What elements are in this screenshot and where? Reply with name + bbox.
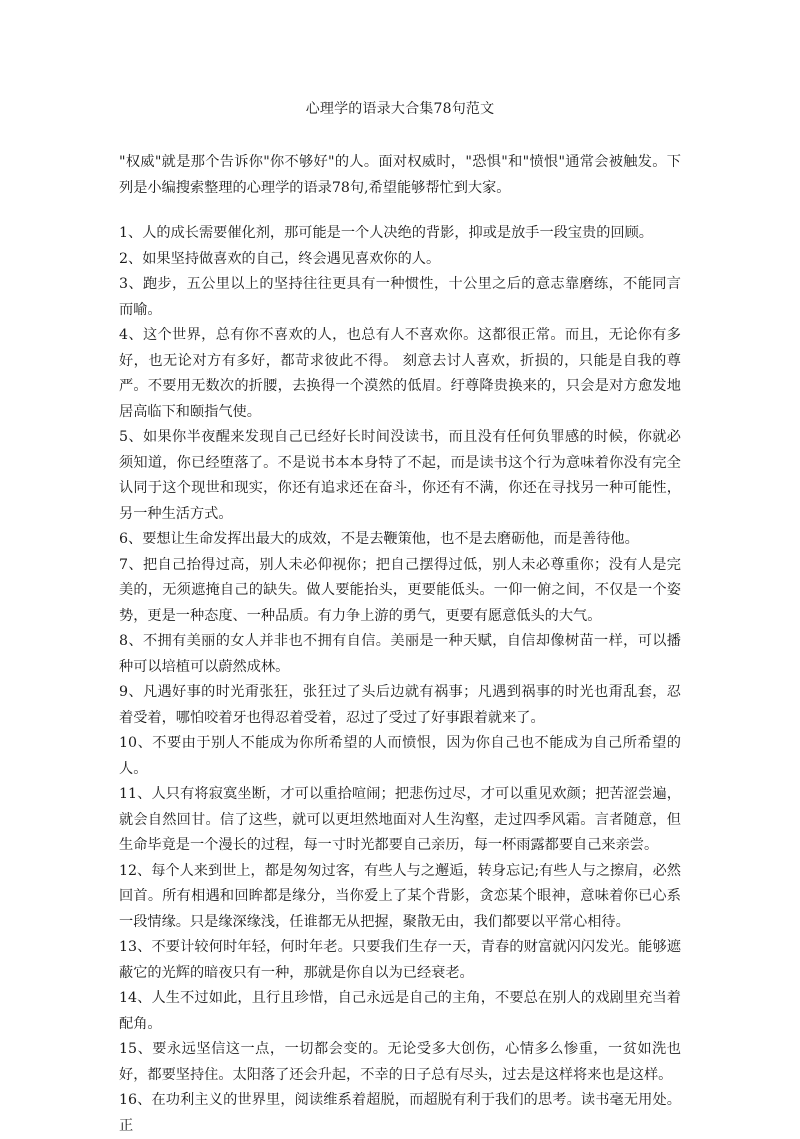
quote-item-4: 4、这个世界，总有你不喜欢的人，也总有人不喜欢你。这都很正常。而且，无论你有多好，也无论对方有多好，都苛求彼此不得。 刻意去讨人喜欢，折损的，只能是自我的尊严。不要用无数次的折腰，去换得一个漠然的低眉。纡尊降贵换来的，只会是对方愈发地居高临下和颐指气使。 — [119, 327, 681, 420]
quote-item-2: 2、如果坚持做喜欢的自己，终会遇见喜欢你的人。 — [119, 250, 441, 267]
quote-item-12: 12、每个人来到世上，都是匆匆过客，有些人与之邂逅，转身忘记;有些人与之擦肩，必然回首。所有相遇和回眸都是缘分，当你爱上了某个背影，贪恋某个眼神，意味着你已心系一段情缘。只是缘深缘浅，任谁都无从把握，聚散无由，我们都要以平常心相待。 — [119, 862, 681, 930]
intro-paragraph: "权威"就是那个告诉你"你不够好"的人。面对权威时，"恐惧"和"愤恨"通常会被触发。下列是小编搜索整理的心理学的语录78句,希望能够帮忙到大家。 — [119, 154, 681, 196]
quote-item-3: 3、跑步，五公里以上的坚持往往更具有一种惯性，十公里之后的意志靠磨练，不能同言而喻。 — [119, 276, 681, 318]
quote-item-16: 16、在功利主义的世界里，阅读维系着超脱，而超脱有利于我们的思考。读书毫无用处。正 — [119, 1092, 681, 1134]
quote-item-7: 7、把自己抬得过高，别人未必仰视你；把自己摆得过低，别人未必尊重你；没有人是完美的，无须遮掩自己的缺失。做人要能抬头，更要能低头。一仰一俯之间，不仅是一个姿势，更是一种态度、一种品质。有力争上游的勇气，更要有愿意低头的大气。 — [119, 556, 681, 624]
quote-item-10: 10、不要由于别人不能成为你所希望的人而愤恨，因为你自己也不能成为自己所希望的人。 — [119, 735, 681, 777]
quote-item-1: 1、人的成长需要催化剂，那可能是一个人决绝的背影，抑或是放手一段宝贵的回顾。 — [119, 225, 653, 241]
quote-item-8: 8、不拥有美丽的女人并非也不拥有自信。美丽是一种天赋，自信却像树苗一样，可以播种可以培植可以蔚然成林。 — [119, 633, 681, 675]
quote-item-13: 13、不要计较何时年轻，何时年老。只要我们生存一天，青春的财富就闪闪发光。能够遮蔽它的光辉的暗夜只有一种，那就是你自以为已经衰老。 — [119, 939, 681, 981]
document-body — [119, 150, 681, 1139]
quote-item-15: 15、要永远坚信这一点，一切都会变的。无论受多大创伤，心情多么惨重，一贫如洗也好，都要坚持住。太阳落了还会升起，不幸的日子总有尽头，过去是这样将来也是这样。 — [119, 1041, 681, 1083]
quote-item-9: 9、凡遇好事的时光甭张狂，张狂过了头后边就有祸事；凡遇到祸事的时光也甭乱套，忍着受着，哪怕咬着牙也得忍着受着，忍过了受过了好事跟着就来了。 — [119, 684, 681, 726]
quote-item-14: 14、人生不过如此，且行且珍惜，自己永远是自己的主角，不要总在别人的戏剧里充当着配角。 — [119, 990, 681, 1032]
quote-item-5: 5、如果你半夜醒来发现自己已经好长时间没读书，而且没有任何负罪感的时候，你就必须知道，你已经堕落了。不是说书本本身特了不起，而是读书这个行为意味着你没有完全认同于这个现世和现实，你还有追求还在奋斗，你还有不满，你还在寻找另一种可能性，另一种生活方式。 — [119, 429, 681, 522]
quote-item-11: 11、人只有将寂寞坐断，才可以重拾喧闹；把悲伤过尽，才可以重见欢颜；把苦涩尝遍，就会自然回甘。信了这些，就可以更坦然地面对人生沟壑，走过四季风霜。言者随意，但生命毕竟是一个漫长的过程，每一寸时光都要自己亲历，每一杯雨露都要自己来亲尝。 — [119, 786, 681, 853]
document-title: 心理学的语录大合集78句范文 — [305, 101, 495, 117]
quote-item-6: 6、要想让生命发挥出最大的成效，不是去鞭策他，也不是去磨砺他，而是善待他。 — [119, 531, 639, 547]
